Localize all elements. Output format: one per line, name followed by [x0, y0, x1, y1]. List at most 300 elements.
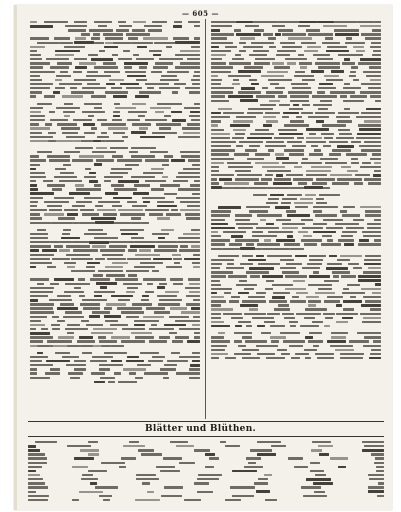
word-mark [30, 58, 42, 60]
word-mark [175, 320, 200, 322]
word-mark [137, 46, 147, 49]
word-mark [264, 239, 271, 241]
word-mark [75, 66, 87, 69]
word-mark [368, 87, 381, 89]
word-mark [312, 441, 331, 443]
word-mark [30, 340, 43, 342]
word-mark [211, 239, 230, 241]
word-mark [30, 140, 48, 142]
word-mark [176, 445, 194, 447]
word-mark [319, 194, 340, 196]
word-mark [74, 58, 87, 60]
word-mark [192, 360, 200, 363]
word-mark [211, 100, 229, 102]
word-mark [219, 178, 232, 181]
word-mark [211, 284, 221, 286]
word-mark [218, 332, 225, 334]
word-mark [317, 357, 334, 359]
word-mark [131, 332, 152, 334]
word-mark [76, 188, 101, 190]
word-mark [88, 229, 103, 231]
word-mark [236, 116, 256, 118]
word-mark [105, 42, 113, 44]
word-mark [103, 499, 110, 501]
word-mark [59, 180, 82, 182]
word-mark [313, 223, 327, 225]
word-mark [183, 233, 200, 235]
word-mark [250, 449, 272, 451]
word-mark [367, 223, 381, 225]
word-mark [276, 219, 291, 221]
word-mark [231, 317, 243, 319]
word-mark [334, 29, 359, 31]
word-mark [74, 457, 94, 460]
word-mark [112, 155, 123, 157]
word-mark [308, 340, 323, 342]
word-mark [30, 115, 45, 117]
word-mark [236, 33, 261, 36]
bottom-text-block [28, 440, 384, 504]
word-mark [85, 168, 91, 170]
word-mark [332, 271, 350, 273]
word-mark [151, 71, 162, 73]
word-mark [273, 292, 290, 294]
word-mark [308, 304, 316, 306]
word-mark [64, 151, 80, 153]
word-mark [331, 336, 346, 338]
word-mark [49, 159, 70, 161]
word-mark [211, 87, 234, 89]
word-mark [147, 491, 154, 493]
word-mark [126, 360, 144, 363]
word-mark [246, 271, 269, 273]
word-mark [178, 237, 200, 239]
word-mark [229, 300, 239, 302]
word-mark [376, 466, 384, 468]
word-mark [211, 25, 232, 27]
word-mark [307, 263, 322, 265]
word-mark [74, 21, 87, 23]
word-mark [119, 466, 126, 468]
word-mark [271, 340, 279, 342]
word-mark [30, 159, 46, 161]
word-mark [242, 357, 260, 359]
word-mark [363, 271, 381, 273]
word-mark [57, 307, 78, 310]
word-mark [290, 248, 304, 250]
word-mark [104, 71, 120, 73]
word-mark [58, 217, 75, 219]
word-mark [30, 79, 42, 81]
word-mark [30, 176, 46, 178]
word-mark [228, 95, 253, 98]
word-mark [211, 210, 231, 212]
word-mark [113, 197, 132, 200]
word-mark [37, 229, 46, 231]
word-mark [194, 37, 200, 39]
word-mark [118, 381, 137, 383]
word-mark [211, 124, 218, 126]
word-mark [92, 151, 116, 153]
word-mark [152, 132, 177, 134]
word-mark [254, 29, 264, 31]
word-mark [225, 46, 237, 48]
word-mark [316, 198, 324, 200]
word-mark [362, 162, 371, 164]
word-mark [263, 33, 273, 35]
word-mark [371, 453, 384, 455]
word-mark [123, 283, 142, 285]
word-mark [30, 197, 43, 199]
section-rule-bottom [28, 436, 384, 437]
word-mark [30, 266, 36, 269]
word-mark [329, 255, 337, 258]
word-mark [230, 124, 250, 127]
word-mark [125, 71, 146, 73]
word-mark [246, 206, 270, 208]
word-mark [180, 209, 200, 211]
word-mark [323, 145, 331, 147]
word-mark [315, 353, 334, 355]
word-mark [30, 46, 45, 48]
word-mark [282, 313, 294, 315]
word-mark [370, 79, 381, 81]
word-mark [228, 275, 247, 277]
word-mark [166, 266, 182, 268]
word-mark [92, 311, 110, 313]
word-mark [280, 259, 294, 261]
word-mark [315, 292, 335, 294]
word-mark [30, 50, 37, 52]
word-mark [71, 258, 93, 260]
word-mark [28, 453, 45, 455]
word-mark [91, 37, 100, 39]
word-mark [59, 241, 72, 243]
right-column [211, 20, 381, 418]
word-mark [211, 33, 234, 35]
word-mark [159, 127, 171, 129]
word-mark [276, 239, 295, 242]
word-mark [360, 91, 381, 93]
word-mark [294, 202, 313, 204]
word-mark [284, 124, 309, 126]
word-mark [51, 222, 72, 224]
word-mark [300, 325, 319, 327]
word-mark [309, 255, 326, 257]
word-mark [228, 166, 253, 168]
word-mark [312, 321, 323, 323]
word-mark [171, 111, 182, 114]
word-mark [140, 136, 165, 139]
word-mark [84, 132, 95, 134]
word-mark [114, 222, 131, 224]
word-mark [306, 174, 327, 176]
word-mark [144, 25, 162, 27]
word-mark [30, 287, 54, 289]
word-mark [278, 129, 297, 131]
word-mark [257, 325, 265, 328]
word-mark [290, 120, 304, 122]
word-mark [361, 304, 381, 307]
word-mark [94, 295, 102, 298]
word-mark [148, 360, 163, 362]
word-mark [244, 313, 266, 315]
word-mark [324, 75, 339, 77]
word-mark [45, 372, 60, 374]
word-mark [30, 316, 47, 318]
word-mark [329, 141, 348, 143]
word-mark [237, 174, 262, 176]
word-mark [372, 54, 381, 56]
word-mark [354, 182, 363, 184]
word-mark [324, 325, 330, 327]
word-mark [211, 137, 230, 139]
word-mark [65, 311, 82, 313]
word-mark [91, 372, 105, 374]
word-mark [349, 340, 369, 342]
word-mark [228, 75, 251, 77]
word-mark [104, 307, 112, 309]
word-mark [145, 83, 169, 85]
word-mark [79, 295, 85, 297]
word-mark [171, 159, 185, 162]
word-mark [332, 149, 351, 151]
word-mark [157, 217, 170, 219]
word-mark [260, 219, 266, 221]
word-mark [44, 95, 55, 97]
word-mark [320, 158, 338, 160]
word-mark [341, 275, 356, 277]
word-mark [30, 37, 49, 39]
word-mark [374, 219, 381, 221]
word-mark [112, 54, 118, 56]
word-mark [45, 123, 52, 125]
word-mark [191, 307, 200, 310]
word-mark [252, 231, 263, 233]
word-mark [371, 349, 381, 351]
word-mark [211, 275, 226, 277]
word-mark [111, 87, 122, 89]
word-mark [336, 304, 342, 307]
word-mark [96, 159, 114, 161]
word-mark [280, 267, 296, 269]
word-mark [248, 296, 265, 298]
word-mark [92, 356, 113, 358]
word-mark [173, 37, 189, 39]
word-mark [131, 222, 141, 224]
word-mark [30, 83, 53, 85]
word-mark [333, 275, 339, 277]
word-mark [180, 50, 200, 52]
word-mark [30, 119, 45, 121]
word-mark [360, 58, 381, 61]
word-mark [350, 95, 367, 97]
word-mark [50, 66, 69, 68]
word-mark [211, 353, 228, 355]
word-mark [334, 21, 357, 23]
word-mark [247, 112, 263, 114]
word-mark [44, 21, 68, 23]
word-mark [211, 317, 221, 319]
word-mark [97, 119, 107, 121]
word-mark [160, 470, 180, 472]
word-mark [94, 237, 118, 239]
word-mark [257, 353, 275, 355]
word-mark [82, 299, 107, 301]
word-mark [309, 133, 316, 135]
word-mark [193, 316, 200, 318]
word-mark [152, 270, 159, 272]
word-mark [129, 441, 139, 443]
word-mark [227, 263, 234, 265]
word-mark [211, 62, 226, 64]
word-mark [322, 124, 346, 126]
word-mark [95, 486, 118, 488]
word-mark [28, 495, 49, 497]
word-mark [268, 37, 276, 39]
word-mark [82, 352, 92, 354]
word-mark [325, 37, 333, 39]
word-mark [295, 206, 308, 208]
word-mark [28, 466, 42, 468]
word-mark [358, 275, 381, 278]
word-mark [236, 284, 257, 286]
word-mark [123, 50, 130, 52]
word-mark [67, 345, 80, 347]
word-mark [373, 340, 381, 342]
word-mark [376, 470, 384, 472]
word-mark [227, 162, 251, 164]
word-mark [106, 274, 125, 276]
word-mark [105, 91, 128, 93]
word-mark [145, 291, 154, 293]
word-mark [104, 176, 123, 178]
word-mark [96, 147, 107, 149]
word-mark [62, 233, 70, 235]
word-mark [189, 377, 200, 379]
word-mark [360, 313, 381, 315]
word-mark [240, 304, 258, 307]
word-mark [183, 168, 200, 170]
word-mark [233, 120, 253, 122]
word-mark [156, 123, 181, 125]
word-mark [178, 188, 200, 190]
word-mark [234, 353, 251, 355]
word-mark [55, 79, 62, 81]
word-mark [178, 172, 200, 174]
word-mark [224, 182, 249, 184]
word-mark [362, 441, 384, 443]
word-mark [28, 449, 40, 452]
word-mark [368, 486, 384, 488]
word-mark [272, 296, 285, 299]
word-mark [274, 66, 290, 68]
word-mark [164, 193, 177, 195]
word-mark [261, 332, 271, 334]
word-mark [242, 300, 266, 302]
word-mark [120, 83, 139, 86]
word-mark [342, 62, 355, 64]
word-mark [165, 291, 179, 293]
word-mark [370, 353, 381, 355]
word-mark [269, 46, 276, 48]
word-mark [255, 58, 275, 60]
word-mark [222, 187, 232, 189]
word-mark [30, 299, 38, 302]
word-mark [211, 95, 225, 97]
word-mark [343, 308, 354, 310]
word-mark [101, 132, 107, 134]
word-mark [167, 360, 188, 362]
word-mark [173, 25, 182, 28]
word-mark [302, 267, 320, 269]
word-mark [312, 182, 327, 184]
word-mark [255, 162, 279, 164]
word-mark [350, 296, 356, 298]
word-mark [194, 71, 200, 73]
word-mark [375, 457, 384, 459]
word-mark [209, 457, 219, 459]
word-mark [294, 75, 314, 77]
word-mark [30, 123, 39, 125]
word-mark [294, 166, 302, 168]
word-mark [30, 345, 37, 347]
word-mark [62, 132, 78, 134]
word-mark [158, 303, 180, 305]
word-mark [296, 116, 302, 118]
word-mark [231, 296, 240, 298]
word-mark [57, 295, 71, 297]
word-mark [123, 445, 145, 447]
word-mark [71, 270, 95, 272]
word-mark [88, 453, 99, 455]
word-mark [211, 243, 225, 245]
word-mark [211, 271, 233, 273]
word-mark [134, 320, 159, 322]
word-mark [134, 266, 155, 268]
word-mark [331, 70, 344, 73]
word-mark [330, 91, 355, 93]
word-mark [340, 210, 347, 212]
word-mark [191, 245, 200, 247]
word-mark [238, 345, 246, 347]
word-mark [353, 46, 364, 48]
word-mark [105, 140, 123, 142]
word-mark [54, 278, 74, 281]
word-mark [30, 360, 42, 362]
word-mark [249, 210, 268, 212]
word-mark [73, 71, 82, 73]
word-mark [344, 58, 350, 61]
word-mark [94, 381, 105, 384]
word-mark [83, 123, 95, 126]
word-mark [372, 292, 381, 294]
word-mark [313, 54, 330, 56]
word-mark [338, 112, 359, 114]
word-mark [66, 364, 86, 366]
word-mark [304, 50, 318, 52]
word-mark [254, 482, 268, 484]
word-mark [30, 291, 53, 293]
word-mark [30, 111, 41, 113]
word-mark [111, 184, 124, 186]
word-mark [291, 83, 308, 85]
word-mark [84, 233, 107, 235]
word-mark [115, 278, 138, 280]
word-mark [337, 145, 354, 148]
word-mark [327, 239, 333, 241]
word-mark [358, 62, 381, 64]
